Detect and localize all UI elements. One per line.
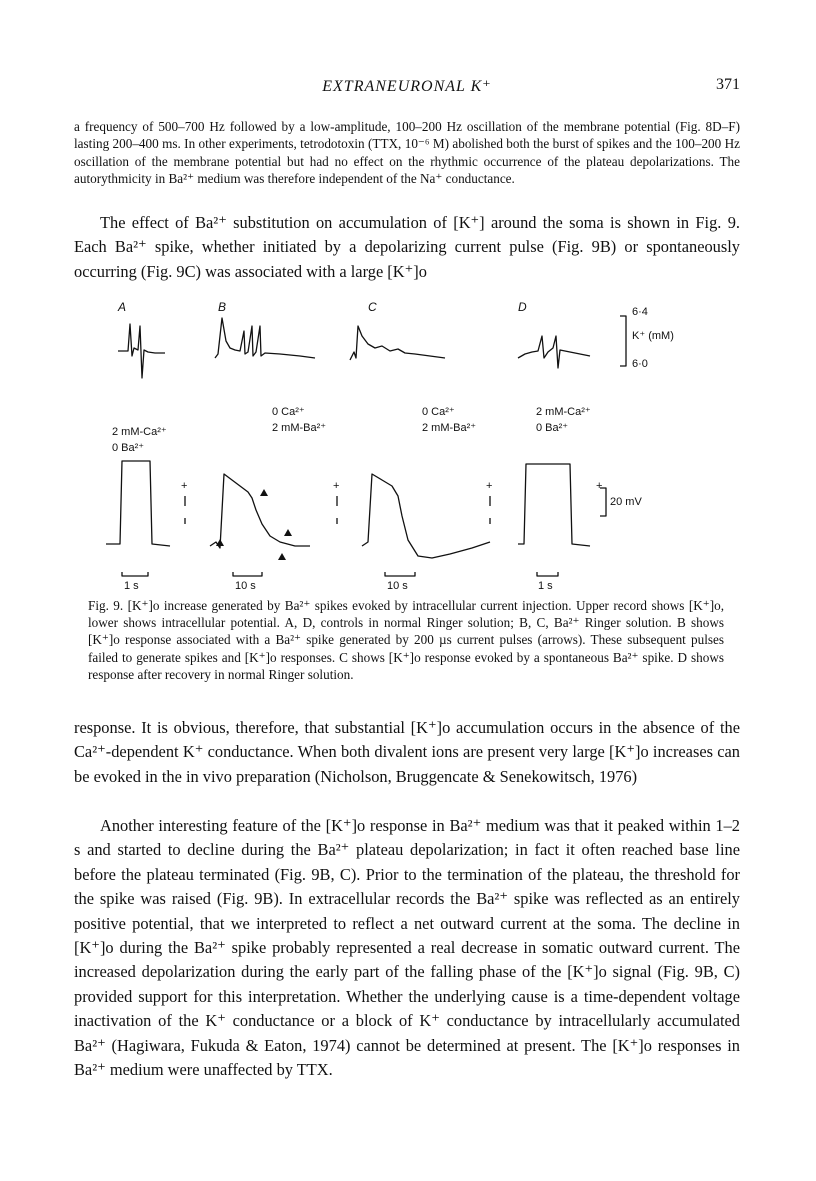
vm-trace-b <box>210 474 310 548</box>
vm-trace-a <box>106 461 170 546</box>
time-bar-b <box>233 572 262 576</box>
panel-letter-a: A <box>118 300 127 314</box>
stim-arrow <box>284 529 292 536</box>
paragraph-response: response. It is obvious, therefore, that substantial [K⁺]o accumulation occurs in the absence of the Ca²⁺-dependent K⁺ conductance. When both divalent ions are present very large [K⁺]o increases can be evoked in the in vivo preparation (Nicholson, Bruggencate & Senekowitsch, 1976) <box>74 718 740 786</box>
marker-plus-d: + <box>596 480 603 492</box>
condition-d-line2: 0 Ba²⁺ <box>536 422 569 434</box>
condition-a-line1: 2 mM-Ca²⁺ <box>112 426 167 438</box>
marker-plus-b: + <box>333 480 340 492</box>
vm-trace-c <box>362 474 493 558</box>
marker-plus-c: + <box>486 480 493 492</box>
running-head: EXTRANEURONAL K⁺ <box>322 78 492 95</box>
marker-plus-a: + <box>181 480 188 492</box>
vm-trace-d <box>518 464 590 546</box>
figure-traces <box>100 296 700 596</box>
time-label-d: 1 s <box>538 580 553 592</box>
k-scale-bottom: 6·0 <box>632 358 648 370</box>
stim-arrow <box>260 489 268 496</box>
condition-a-line2: 0 Ba²⁺ <box>112 442 145 454</box>
time-bar-c <box>385 572 415 576</box>
k-scale-unit: K⁺ (mM) <box>632 330 674 342</box>
condition-d-line1: 2 mM-Ca²⁺ <box>536 406 591 418</box>
paragraph-ba-substitution: The effect of Ba²⁺ substitution on accumulation of [K⁺] around the soma is shown in Fig. 9. Each Ba²⁺ spike, whether initiated by a depolarizing current pulse (Fig. 9B) or spontaneously occurring (Fig. 9C) was associated with a large [K⁺]o <box>74 213 740 281</box>
stim-arrow <box>278 553 286 560</box>
figure-9 <box>100 296 700 596</box>
time-label-a: 1 s <box>124 580 139 592</box>
k-trace-b <box>215 318 315 358</box>
time-label-b: 10 s <box>235 580 256 592</box>
condition-b-line2: 2 mM-Ba²⁺ <box>272 422 327 434</box>
figure-caption: Fig. 9. [K⁺]o increase generated by Ba²⁺ spikes evoked by intracellular current injection. Upper record shows [K⁺]o, lower shows intracellular potential. A, D, controls in normal Ringer solution; B, C, Ba²⁺ Ringer solution. B shows [K⁺]o response associated with a Ba²⁺ spike generated by 200 µs current pulses (arrows). These subsequent pulses failed to generate spikes and [K⁺]o responses. C shows [K⁺]o response evoked by a spontaneous Ba²⁺ spike. D shows response after recovery in normal Ringer solution. <box>88 598 724 682</box>
stim-arrow <box>216 539 224 546</box>
panel-letter-d: D <box>518 300 527 314</box>
panel-letter-c: C <box>368 300 377 314</box>
k-trace-d <box>518 336 590 368</box>
time-bar-d <box>537 572 558 576</box>
time-bar-a <box>122 572 148 576</box>
time-label-c: 10 s <box>387 580 408 592</box>
paragraph-interesting-feature: Another interesting feature of the [K⁺]o response in Ba²⁺ medium was that it peaked within 1–2 s and started to decline during the Ba²⁺ plateau depolarization; in fact it often reached base line before the plateau terminated (Fig. 9B, C). Prior to the termination of the plateau, the threshold for the spike was raised (Fig. 9B). In extracellular records the Ba²⁺ spike was reflected as an entirely positive potential, that we interpreted to reflect a net outward current at the soma. The decline in [K⁺]o during the Ba²⁺ spike probably represented a real decrease in somatic outward current. The increased depolarization during the early part of the falling phase of the [K⁺]o signal (Fig. 9B, C) provided support for this interpretation. Whether the underlying cause is a time-dependent voltage inactivation of the K⁺ conductance or a block of K⁺ conductance by intracellularly accumulated Ba²⁺ (Hagiwara, Fukuda & Eaton, 1974) cannot be determined at present. The [K⁺]o responses in Ba²⁺ medium were unaffected by TTX. <box>74 816 740 1080</box>
k-scale-top: 6·4 <box>632 306 648 318</box>
panel-letter-b: B <box>218 300 227 314</box>
k-trace-c <box>350 326 445 360</box>
page-number: 371 <box>716 76 740 93</box>
condition-c-line1: 0 Ca²⁺ <box>422 406 455 418</box>
k-scale-bar <box>620 316 626 366</box>
condition-b-line1: 0 Ca²⁺ <box>272 406 305 418</box>
voltage-scale-label: 20 mV <box>610 496 642 508</box>
k-trace-a <box>118 324 165 378</box>
page-header <box>74 76 740 102</box>
condition-c-line2: 2 mM-Ba²⁺ <box>422 422 477 434</box>
paragraph-small-continuation: a frequency of 500–700 Hz followed by a low-amplitude, 100–200 Hz oscillation of the membrane potential (Fig. 8D–F) lasting 200–400 ms. In other experiments, tetrodotoxin (TTX, 10⁻⁶ M) abolished both the burst of spikes and the 100–200 Hz oscillation of the membrane potential but had no effect on the rhythmic occurrence of the plateau depolarizations. The autorythmicity in Ba²⁺ medium was therefore independent of the Na⁺ conductance. <box>74 119 740 187</box>
